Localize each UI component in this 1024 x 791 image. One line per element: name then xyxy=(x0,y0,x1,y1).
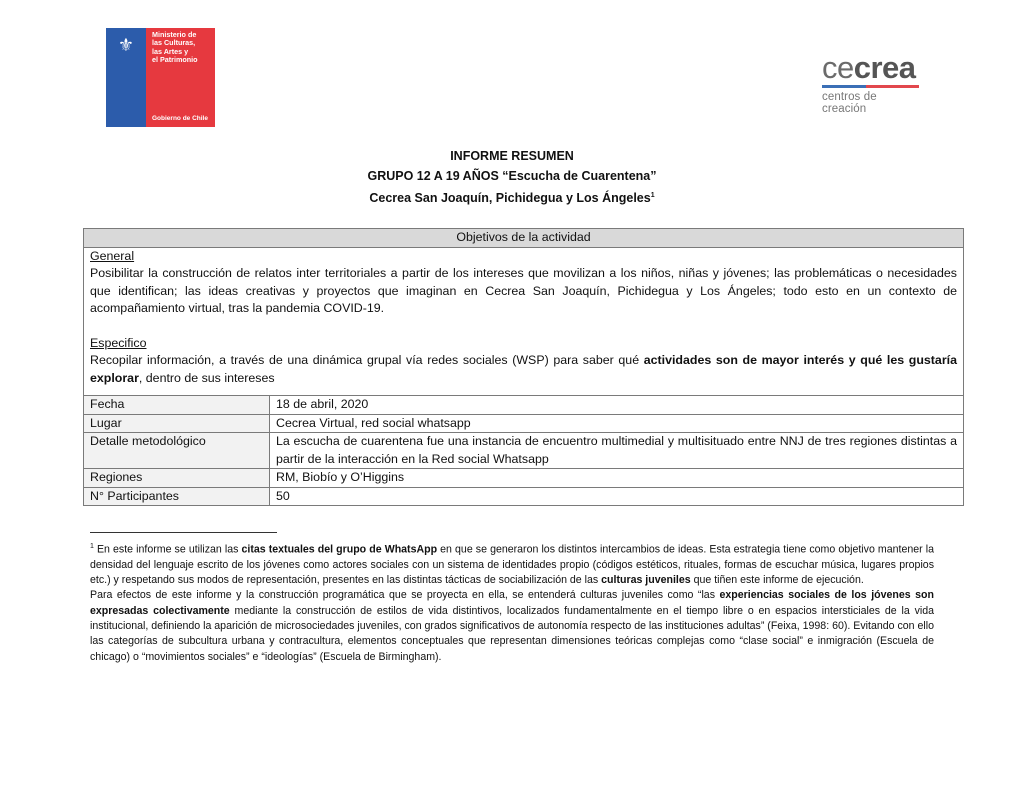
specific-heading: Especifico xyxy=(90,335,147,350)
ministry-name: Ministerio de las Culturas, las Artes y el Patrimonio xyxy=(152,30,198,64)
row-label: Regiones xyxy=(84,469,270,488)
row-label: Fecha xyxy=(84,396,270,415)
row-label: Lugar xyxy=(84,414,270,433)
footnote-paragraph-1: $^1$ En este informe se utilizan las citas textuales del grupo de WhatsApp en que se generaron los distintos intercambios de ideas. Esta estrategia tiene como objetivo mantener la densidad del lenguaje escrito de los jóvenes como actores sociales con un sistema de identidades propio (códigos estéticos, rituales, formas de escuchar música, lugares propios etc.) y respetando sus modos de representación, presentes en las distintas tácticas de sociabilización de las culturas juveniles que tiñen este informe de ejecución. xyxy=(90,543,935,587)
footnote-paragraph-2: Para efectos de este informe y la construcción programática que se proyecta en ella, se entenderá culturas juveniles como “las experiencias sociales de los jóvenes son expresadas colectivamente mediante la construcción de estilos de vida distintivos, localizados fundamentalmente en el tiempo libre o en espacios intersticiales de la vida institucional, definiendo la aparición de microsociedades juveniles, con grados significativos de autonomía respecto de las instituciones adultas” (Feixa, 1998: 60). Evitando con ello las categorías de subcultura urbana y contracultura, elementos conceptuales que representan dimensiones teóricas complejas como “clase social” e inmigración (Escuela de chicago) o “movimientos sociales” e “ideologías” (Escuela de Birmingham). xyxy=(90,589,934,663)
logo-blue-band xyxy=(106,28,146,127)
objectives-header: Objetivos de la actividad xyxy=(84,229,964,248)
row-value: RM, Biobío y O’Higgins xyxy=(270,469,964,488)
table-header-row xyxy=(84,229,964,248)
row-label: N° Participantes xyxy=(84,487,270,506)
activity-info-table xyxy=(83,228,964,506)
government-name: Gobierno de Chile xyxy=(152,115,208,122)
table-row xyxy=(84,414,964,433)
objectives-cell xyxy=(84,247,964,396)
cecrea-logo xyxy=(822,52,922,115)
wordmark-light: ce xyxy=(822,50,854,85)
row-value: La escucha de cuarentena fue una instancia de encuentro multimedial y multisituado entre NNJ de tres regiones distintas a partir de la interacción en la Red social Whatsapp xyxy=(270,433,964,469)
general-objective: Posibilitar la construcción de relatos inter territoriales a partir de los intereses que movilizan a los niños, niñas y jóvenes; las problemáticas o necesidades que identifican; las ideas creativas y proyectos que imaginan en Cecrea San Joaquín, Pichidegua y Los Ángeles; todo esto en un contexto de acompañamiento virtual, tras la pandemia COVID-19. xyxy=(90,266,957,315)
footnote-mark: 1 xyxy=(90,543,94,550)
row-value: 18 de abril, 2020 xyxy=(270,396,964,415)
table-row xyxy=(84,469,964,488)
general-heading: General xyxy=(90,248,135,263)
objectives-row xyxy=(84,247,964,396)
cecrea-color-bar xyxy=(822,85,919,88)
cecrea-wordmark xyxy=(822,52,922,83)
wordmark-bold: crea xyxy=(853,50,916,85)
table-row xyxy=(84,487,964,506)
footnote-reference[interactable]: 1 xyxy=(650,192,655,199)
footnote-separator xyxy=(90,532,277,533)
location-title: Cecrea San Joaquín, Pichidegua y Los Ángeles$^1$ xyxy=(369,191,655,206)
row-value: Cecrea Virtual, red social whatsapp xyxy=(270,414,964,433)
document-titles xyxy=(0,147,1024,209)
cecrea-subtitle: centros de creación xyxy=(822,91,877,115)
gobierno-de-chile-logo xyxy=(106,28,215,127)
footnote xyxy=(90,539,934,665)
chile-coat-of-arms-icon: ⚜ xyxy=(117,35,135,55)
logo-red-band xyxy=(146,28,215,127)
row-label: Detalle metodológico xyxy=(84,433,270,469)
specific-objective: Recopilar información, a través de una dinámica grupal vía redes sociales (WSP) para saber qué actividades son de mayor interés y qué les gustaría explorar, dentro de sus intereses xyxy=(90,353,957,385)
report-title: INFORME RESUMEN xyxy=(450,149,574,163)
group-title: GRUPO 12 A 19 AÑOS “Escucha de Cuarentena” xyxy=(367,168,657,183)
row-value: 50 xyxy=(270,487,964,506)
table-row xyxy=(84,433,964,469)
table-row xyxy=(84,396,964,415)
